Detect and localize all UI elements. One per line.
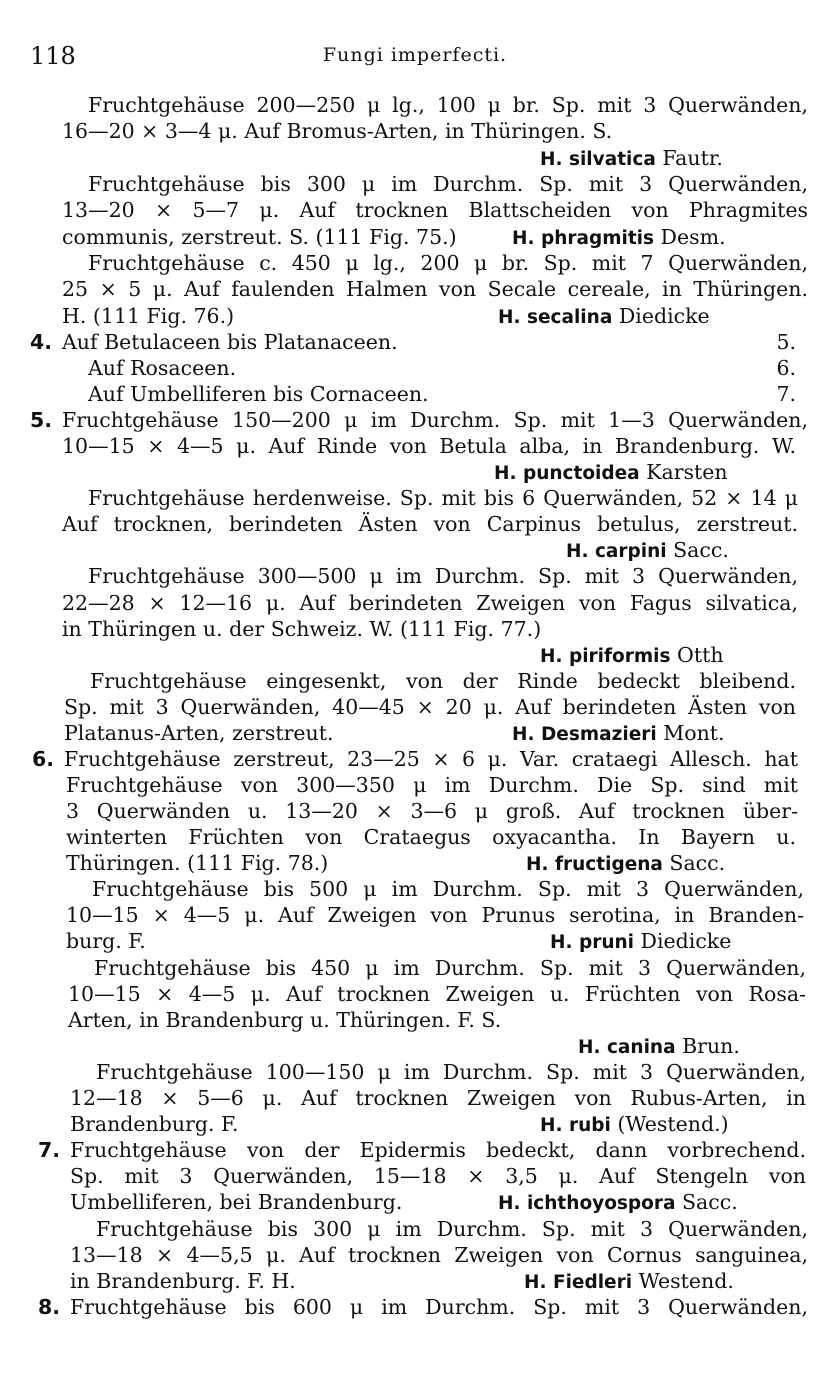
text-line: 16—20 × 3—4 μ. Auf Bromus-Arten, in Thüringen. S. (62, 119, 613, 143)
text-line: burg. F. (66, 929, 146, 953)
species-name: H. secalina Diedicke (498, 304, 710, 328)
text-line: Fruchtgehäuse bis 500 μ im Durchm. Sp. mit 3 Querwänden, (92, 877, 804, 901)
species-name: H. ichthoyospora Sacc. (498, 1190, 738, 1214)
text-line: Fruchtgehäuse von der Epidermis bedeckt, dann vorbrechend. (70, 1138, 806, 1162)
key-reference: 6. (776, 356, 796, 380)
species-name: H. rubi (Westend.) (540, 1112, 729, 1136)
text-line: Sp. mit 3 Querwänden, 15—18 × 3,5 μ. Auf Stengeln von (70, 1164, 806, 1188)
text-line: 13—20 × 5—7 μ. Auf trocknen Blattscheiden von Phragmites (62, 198, 808, 222)
text-line: Arten, in Brandenburg u. Thüringen. F. S. (68, 1008, 502, 1032)
species-name: H. pruni Diedicke (550, 929, 732, 953)
key-number: 7. (38, 1138, 61, 1162)
species-name: H. fructigena Sacc. (526, 851, 726, 875)
running-title: Fungi imperfecti. (322, 44, 508, 66)
text-line: Brandenburg. F. (70, 1112, 239, 1136)
text-line: Auf Rosaceen. (88, 356, 237, 380)
species-name: H. punctoidea Karsten (494, 460, 728, 484)
text-line: Sp. mit 3 Querwänden, 40—45 × 20 μ. Auf berindeten Ästen von (64, 695, 796, 719)
species-name: H. Fiedleri Westend. (524, 1269, 734, 1293)
key-number: 5. (30, 408, 53, 432)
species-name: H. phragmitis Desm. (512, 225, 726, 249)
text-line: H. (111 Fig. 76.) (62, 304, 235, 328)
text-line: in Brandenburg. F. H. (70, 1269, 296, 1293)
species-name: H. canina Brun. (578, 1034, 740, 1058)
text-line: communis, zerstreut. S. (111 Fig. 75.) (62, 225, 457, 249)
text-line: Fruchtgehäuse 300—500 μ im Durchm. Sp. mit 3 Querwänden, (88, 564, 798, 588)
text-line: Fruchtgehäuse 200—250 μ lg., 100 μ br. Sp. mit 3 Querwänden, (88, 93, 808, 117)
text-line: winterten Früchten von Crataegus oxyacantha. In Bayern u. (66, 825, 796, 849)
text-line: Umbelliferen, bei Brandenburg. (70, 1190, 403, 1214)
species-name: H. carpini Sacc. (566, 538, 729, 562)
text-line: 22—28 × 12—16 μ. Auf berindeten Zweigen von Fagus silvatica, (62, 591, 798, 615)
text-line: Auf Umbelliferen bis Cornaceen. (88, 382, 429, 406)
text-line: Fruchtgehäuse bis 600 μ im Durchm. Sp. mit 3 Querwänden, (70, 1295, 808, 1319)
text-line: Fruchtgehäuse eingesenkt, von der Rinde bedeckt bleibend. (90, 669, 796, 693)
key-reference: 5. (776, 330, 796, 354)
key-number: 6. (32, 747, 55, 771)
species-name: H. Desmazieri Mont. (512, 721, 725, 745)
key-number: 8. (38, 1295, 61, 1319)
text-line: 3 Querwänden u. 13—20 × 3—6 μ groß. Auf trocknen über- (66, 799, 798, 823)
text-line: Fruchtgehäuse von 300—350 μ im Durchm. Die Sp. sind mit (66, 773, 798, 797)
text-line: Fruchtgehäuse bis 450 μ im Durchm. Sp. mit 3 Querwänden, (94, 956, 806, 980)
text-line: 25 × 5 μ. Auf faulenden Halmen von Secale cereale, in Thüringen. (62, 277, 808, 301)
species-name: H. silvatica Fautr. (540, 146, 723, 170)
text-line: Platanus-Arten, zerstreut. (64, 721, 334, 745)
text-line: 12—18 × 5—6 μ. Auf trocknen Zweigen von Rubus-Arten, in (70, 1086, 806, 1110)
text-line: Fruchtgehäuse herdenweise. Sp. mit bis 6 Querwänden, 52 × 14 μ (88, 486, 798, 510)
key-number: 4. (30, 330, 53, 354)
text-line: Fruchtgehäuse c. 450 μ lg., 200 μ br. Sp. mit 7 Querwänden, (88, 251, 808, 275)
text-line: 13—18 × 4—5,5 μ. Auf trocknen Zweigen von Cornus sanguinea, (70, 1243, 808, 1267)
species-name: H. piriformis Otth (540, 643, 724, 667)
text-line: Fruchtgehäuse 150—200 μ im Durchm. Sp. mit 1—3 Querwänden, (62, 408, 808, 432)
text-line: 10—15 × 4—5 μ. Auf Rinde von Betula alba, in Brandenburg. W. (62, 434, 796, 458)
text-line: Fruchtgehäuse 100—150 μ im Durchm. Sp. mit 3 Querwänden, (96, 1060, 806, 1084)
text-line: Auf Betulaceen bis Platanaceen. (62, 330, 398, 354)
text-line: Fruchtgehäuse bis 300 μ im Durchm. Sp. mit 3 Querwänden, (96, 1217, 808, 1241)
text-line: Fruchtgehäuse zerstreut, 23—25 × 6 μ. Var. crataegi Allesch. hat (64, 747, 798, 771)
text-line: 10—15 × 4—5 μ. Auf Zweigen von Prunus serotina, in Branden- (66, 903, 804, 927)
text-line: Auf trocknen, berindeten Ästen von Carpinus betulus, zerstreut. (62, 512, 798, 536)
text-line: in Thüringen u. der Schweiz. W. (111 Fig. 77.) (62, 617, 542, 641)
text-line: 10—15 × 4—5 μ. Auf trocknen Zweigen u. Früchten von Rosa- (68, 982, 806, 1006)
text-line: Thüringen. (111 Fig. 78.) (66, 851, 329, 875)
text-line: Fruchtgehäuse bis 300 μ im Durchm. Sp. mit 3 Querwänden, (88, 172, 808, 196)
page-number: 118 (30, 42, 76, 70)
key-reference: 7. (776, 382, 796, 406)
